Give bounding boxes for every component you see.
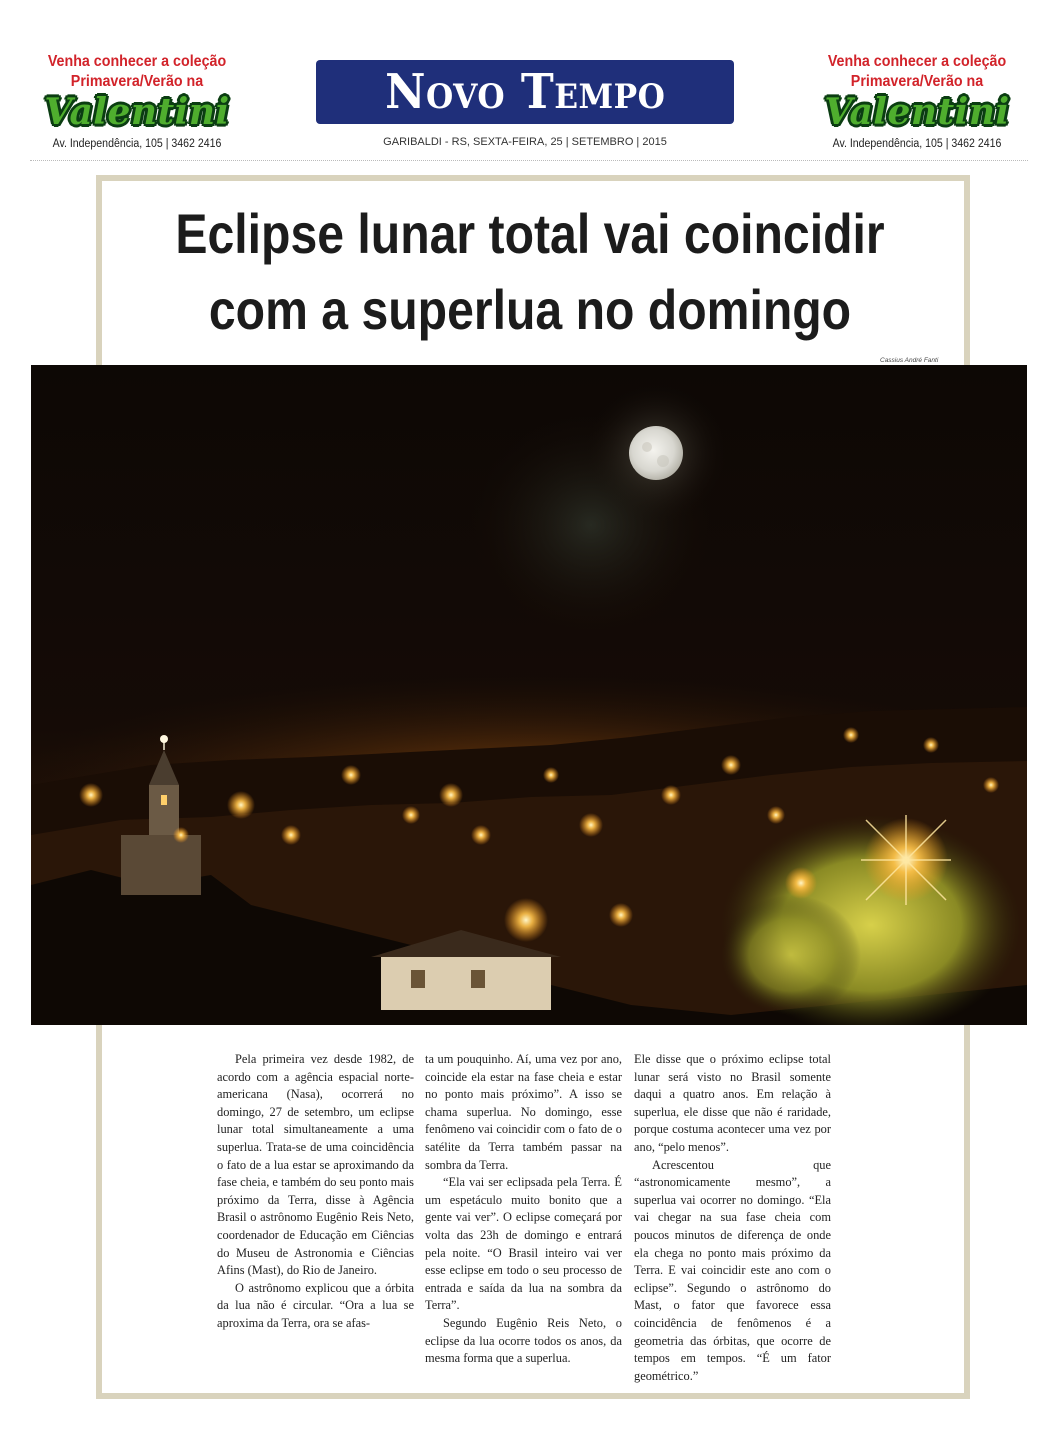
col1-paragraph-2: O astrônomo explicou que a órbita da lua não é circular. “Ora a lua se aproxima da Terra, ora se afas- bbox=[217, 1280, 414, 1330]
masthead-logo bbox=[316, 60, 734, 124]
ad-right-line2: Primavera/Verão na bbox=[850, 73, 984, 90]
col1-paragraph-1: Pela primeira vez desde 1982, de acordo com a agência espacial norte-americana (Nasa), ocorrerá no domingo, 27 de setembro, um eclipse lunar total simultaneamente a uma superlua. Trata-se de uma coincidência o fato de a lua estar se aproximando da fase cheia, e também do seu ponto mais próximo da Terra, disse à Agência Brasil o astrônomo Eugênio Reis Neto, coordenador de Educação em Ciências do Museu de Astronomia e Ciências Afins (Mast), do Rio de Janeiro. bbox=[217, 1052, 414, 1278]
ad-left-brand-logo: Valentini bbox=[44, 91, 230, 133]
col2-paragraph-3: Segundo Eugênio Reis Neto, o eclipse da lua ocorre todos os anos, da mesma forma que a superlua. bbox=[425, 1315, 622, 1366]
ad-right-address: Av. Independência, 105 | 3462 2416 bbox=[832, 138, 1002, 150]
moon-over-city-image bbox=[31, 365, 1027, 1025]
col3-paragraph-1: Ele disse que o próximo eclipse total lunar será visto no Brasil somente daqui a quatro anos. Em relação à superlua, ele disse que não é raridade, porque costuma acontecer uma vez por ano, “pelo menos”. bbox=[634, 1052, 831, 1154]
article-headline bbox=[157, 196, 903, 348]
ad-right-line1: Venha conhecer a coleção bbox=[827, 53, 1007, 70]
article-column-2 bbox=[425, 1051, 622, 1368]
masthead-title: Novo Tempo bbox=[384, 64, 666, 120]
col3-paragraph-2: Acrescentou que “astronomicamente mesmo”, a superlua vai ocorrer no domingo. “Ela vai chegar na sua fase cheia com poucos minutos de diferença de onde ela chega no ponto mais próximo da Terra. E vai coincidir este ano com o eclipse”. Segundo o astrônomo do Mast, o fator que favorece essa coincidência de fenômenos é a geometria das órbitas, que ocorre de tempos em tempos. “É um fator geométrico.” bbox=[634, 1157, 831, 1383]
headline-line-1: Eclipse lunar total vai coincidir bbox=[175, 202, 885, 265]
article-column-1 bbox=[217, 1051, 414, 1333]
header-divider bbox=[30, 160, 1028, 161]
ad-right-brand-logo: Valentini bbox=[824, 91, 1010, 133]
dateline: GARIBALDI - RS, SEXTA-FEIRA, 25 | SETEMBRO | 2015 bbox=[383, 136, 667, 148]
col2-paragraph-1: ta um pouquinho. Aí, uma vez por ano, coincide ela estar na fase cheia e estar no ponto mais próximo”. A isso se chama superlua. No domingo, esse fenômeno vai coincidir com o fato de o satélite da Terra também passar na sombra da Terra. bbox=[425, 1052, 622, 1172]
ad-left-line1: Venha conhecer a coleção bbox=[47, 53, 227, 70]
article-column-3 bbox=[634, 1051, 831, 1385]
ad-left bbox=[32, 52, 242, 150]
ad-left-line2: Primavera/Verão na bbox=[70, 73, 204, 90]
ad-right bbox=[812, 52, 1022, 150]
ad-left-address: Av. Independência, 105 | 3462 2416 bbox=[52, 138, 222, 150]
full-moon bbox=[629, 426, 683, 480]
col2-paragraph-2: “Ela vai ser eclipsada pela Terra. É um espetáculo muito bonito que a gente vai ver”. O eclipse começará por volta das 23h de domingo e entrará pela noite. “O Brasil inteiro vai ver esse eclipse em todo o seu processo de entrada e saída da lua na sombra da Terra”. bbox=[425, 1175, 622, 1313]
night-city-photo bbox=[31, 365, 1027, 1025]
headline-line-2: com a superlua no domingo bbox=[208, 278, 852, 341]
photo-credit: Cassius André Fanti bbox=[880, 357, 939, 364]
